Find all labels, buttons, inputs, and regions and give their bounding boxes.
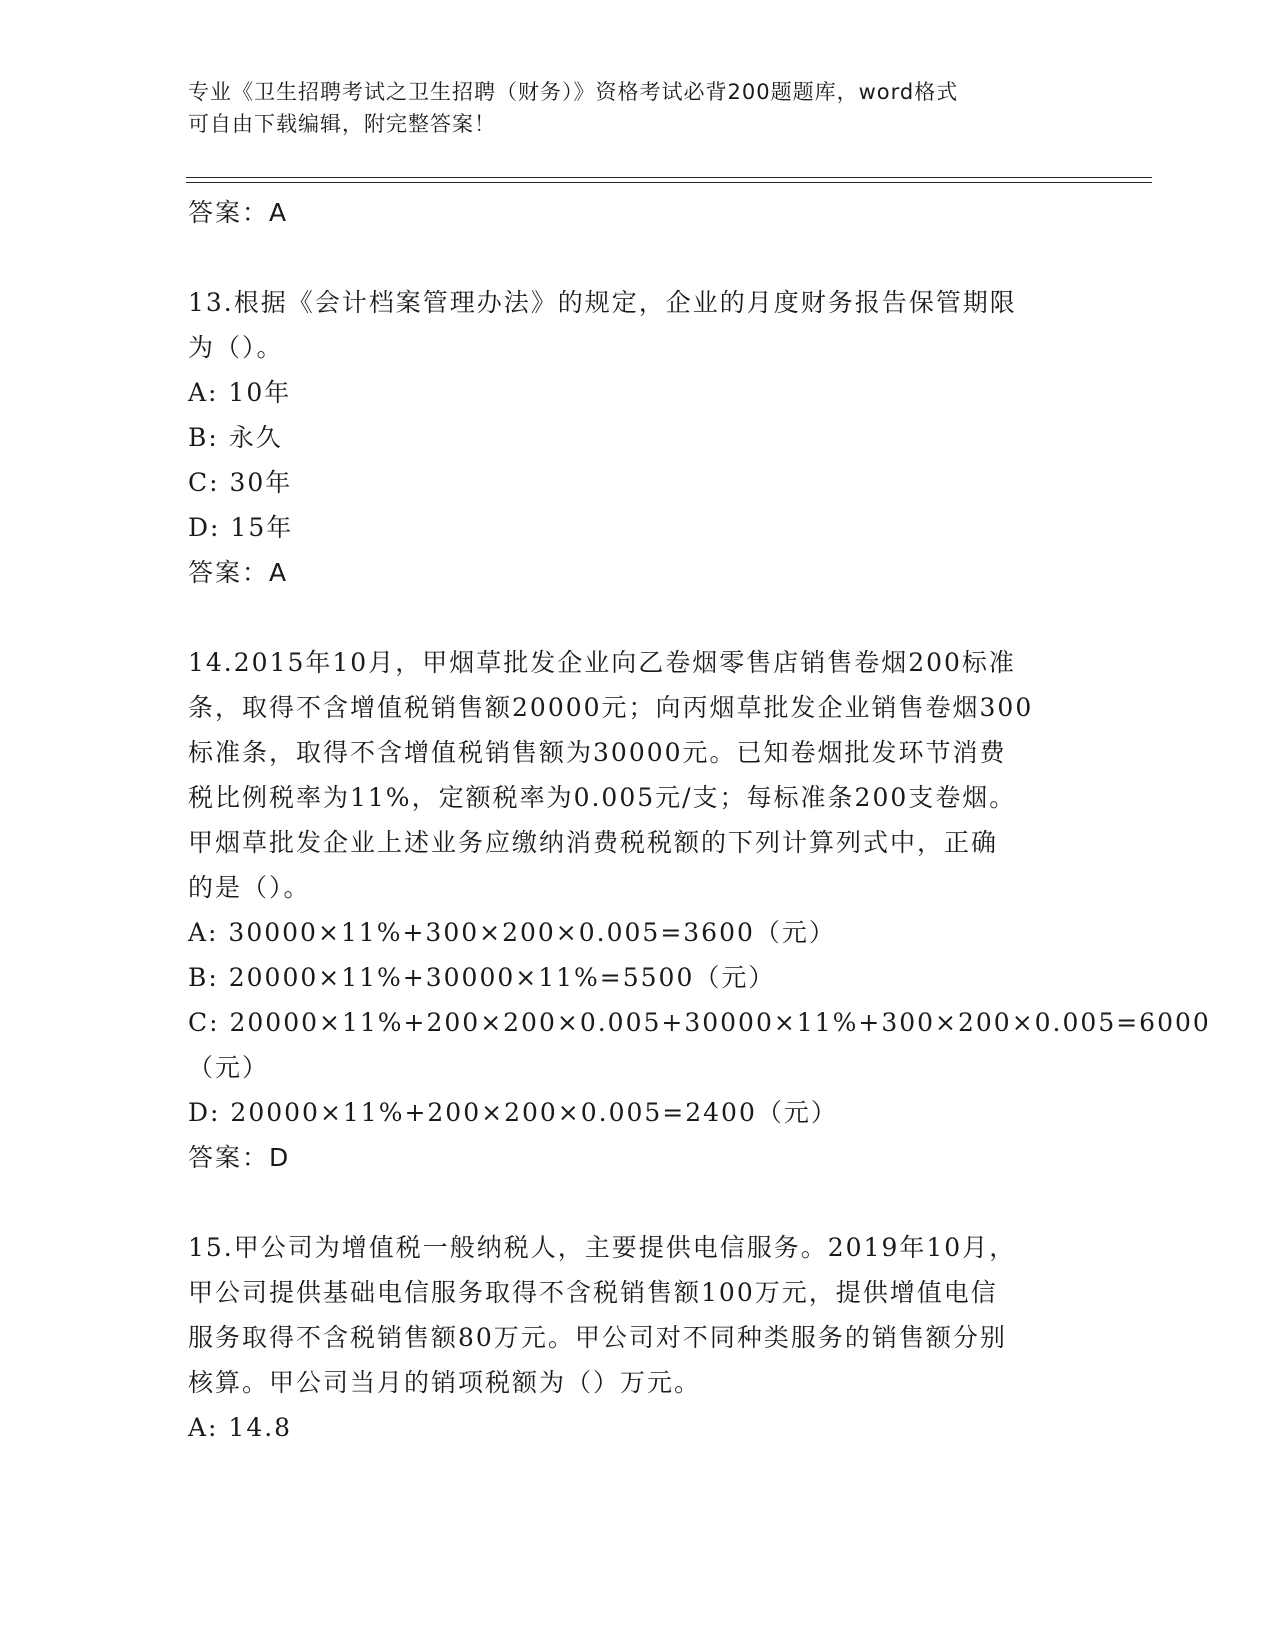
option-d: D: 20000×11%+200×200×0.005=2400（元）	[188, 1098, 838, 1127]
header-divider-bottom	[186, 182, 1152, 183]
question-stem-line: 14.2015年10月，甲烟草批发企业向乙卷烟零售店销售卷烟200标准	[188, 648, 1016, 677]
previous-answer: 答案：A	[188, 198, 289, 227]
question-stem-line: 15.甲公司为增值税一般纳税人，主要提供电信服务。2019年10月，	[188, 1233, 1017, 1262]
question-stem-line: 为（）。	[188, 333, 284, 362]
question-14	[188, 640, 1211, 1180]
document-header	[188, 76, 1068, 140]
question-13	[188, 280, 1088, 595]
option-b: B: 永久	[188, 423, 283, 452]
answer-label: 答案：D	[188, 1143, 291, 1172]
question-stem-line: 的是（）。	[188, 873, 311, 902]
option-a: A: 30000×11%+300×200×0.005=3600（元）	[188, 918, 836, 947]
option-b: B: 20000×11%+30000×11%=5500（元）	[188, 963, 776, 992]
option-a: A: 14.8	[188, 1413, 293, 1442]
answer-label: 答案：A	[188, 558, 289, 587]
question-stem-line: 条，取得不含增值税销售额20000元；向丙烟草批发企业销售卷烟300	[188, 693, 1034, 722]
header-title-line-2: 可自由下载编辑，附完整答案！	[188, 112, 496, 136]
option-a: A: 10年	[188, 378, 292, 407]
question-stem-line: 税比例税率为11%，定额税率为0.005元/支；每标准条200支卷烟。	[188, 783, 1017, 812]
question-stem-line: 核算。甲公司当月的销项税额为（）万元。	[188, 1368, 702, 1397]
option-c-continued: （元）	[188, 1053, 270, 1082]
question-stem-line: 标准条，取得不含增值税销售额为30000元。已知卷烟批发环节消费	[188, 738, 1007, 767]
question-15	[188, 1225, 1088, 1450]
option-c: C: 30年	[188, 468, 293, 497]
question-stem-line: 甲烟草批发企业上述业务应缴纳消费税税额的下列计算列式中，正确	[188, 828, 999, 857]
question-stem-line: 13.根据《会计档案管理办法》的规定，企业的月度财务报告保管期限	[188, 288, 1017, 317]
question-stem-line: 服务取得不含税销售额80万元。甲公司对不同种类服务的销售额分别	[188, 1323, 1007, 1352]
question-content	[188, 190, 1211, 1450]
option-d: D: 15年	[188, 513, 294, 542]
header-divider-top	[186, 177, 1152, 178]
question-stem-line: 甲公司提供基础电信服务取得不含税销售额100万元，提供增值电信	[188, 1278, 998, 1307]
header-title-line-1: 专业《卫生招聘考试之卫生招聘（财务）》资格考试必背200题题库，word格式	[188, 80, 959, 104]
option-c: C: 20000×11%+200×200×0.005+30000×11%+300×200×0.005=6000	[188, 1008, 1211, 1037]
